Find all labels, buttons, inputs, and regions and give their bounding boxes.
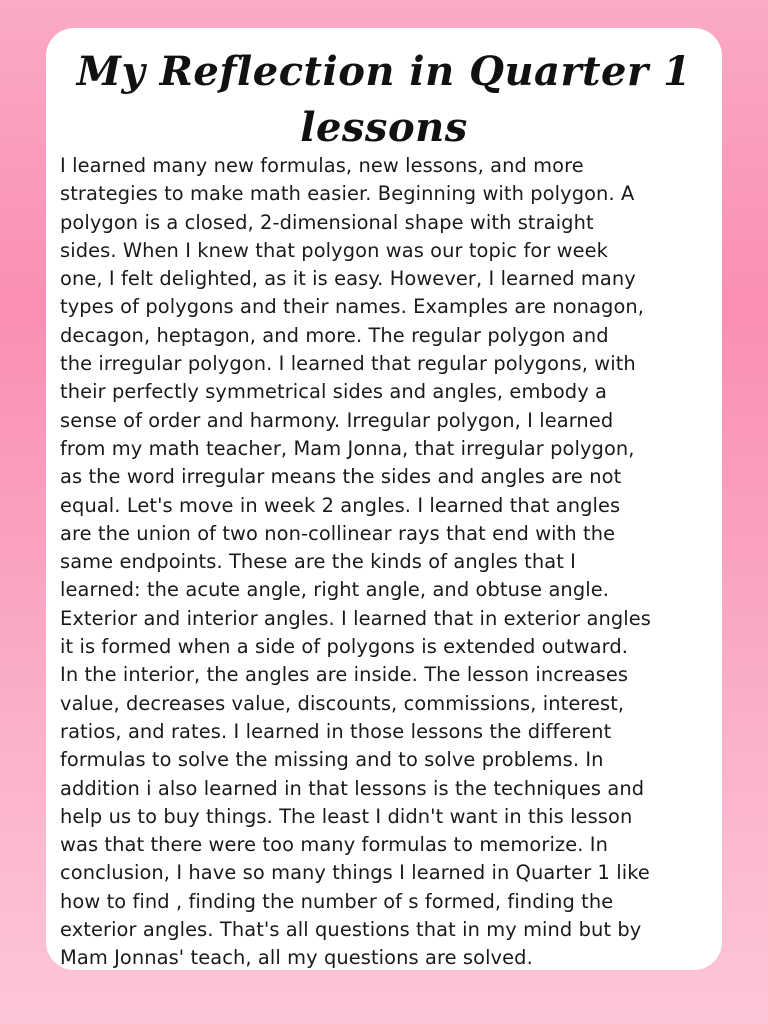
page-title: My Reflection in Quarter 1 lessons [76,48,692,151]
reflection-card [46,28,722,970]
reflection-body: I learned many new formulas, new lessons, and more strategies to make math easier. Beginning with polygon. A polygon is a closed, 2-dimensional shape with straight sides. When I knew that polygon was our topic for week one, I felt delighted, as it is easy. However, I learned many types of polygons and their names. Examples are nonagon, decagon, heptagon, and more. The regular polygon and the irregular polygon. I learned that regular polygons, with their perfectly symmetrical sides and angles, embody a sense of order and harmony. Irregular polygon, I learned from my math teacher, Mam Jonna, that irregular polygon, as the word irregular means the sides and angles are not equal. Let's move in week 2 angles. I learned that angles are the union of two non-collinear rays that end with the same endpoints. These are the kinds of angles that I learned: the acute angle, right angle, and obtuse angle. Exterior and interior angles. I learned that in exterior angles it is formed when a side of polygons is extended outward. In the interior, the angles are inside. The lesson increases value, decreases value, discounts, commissions, interest, ratios, and rates. I learned in those lessons the different formulas to solve the missing and to solve problems. In addition i also learned in that lessons is the techniques and help us to buy things. The least I didn't want in this lesson was that there were too many formulas to memorize. In conclusion, I have so many things I learned in Quarter 1 like how to find , finding the number of s formed, finding the exterior angles. That's all questions that in my mind but by Mam Jonnas' teach, all my questions are solved. [60,154,652,970]
